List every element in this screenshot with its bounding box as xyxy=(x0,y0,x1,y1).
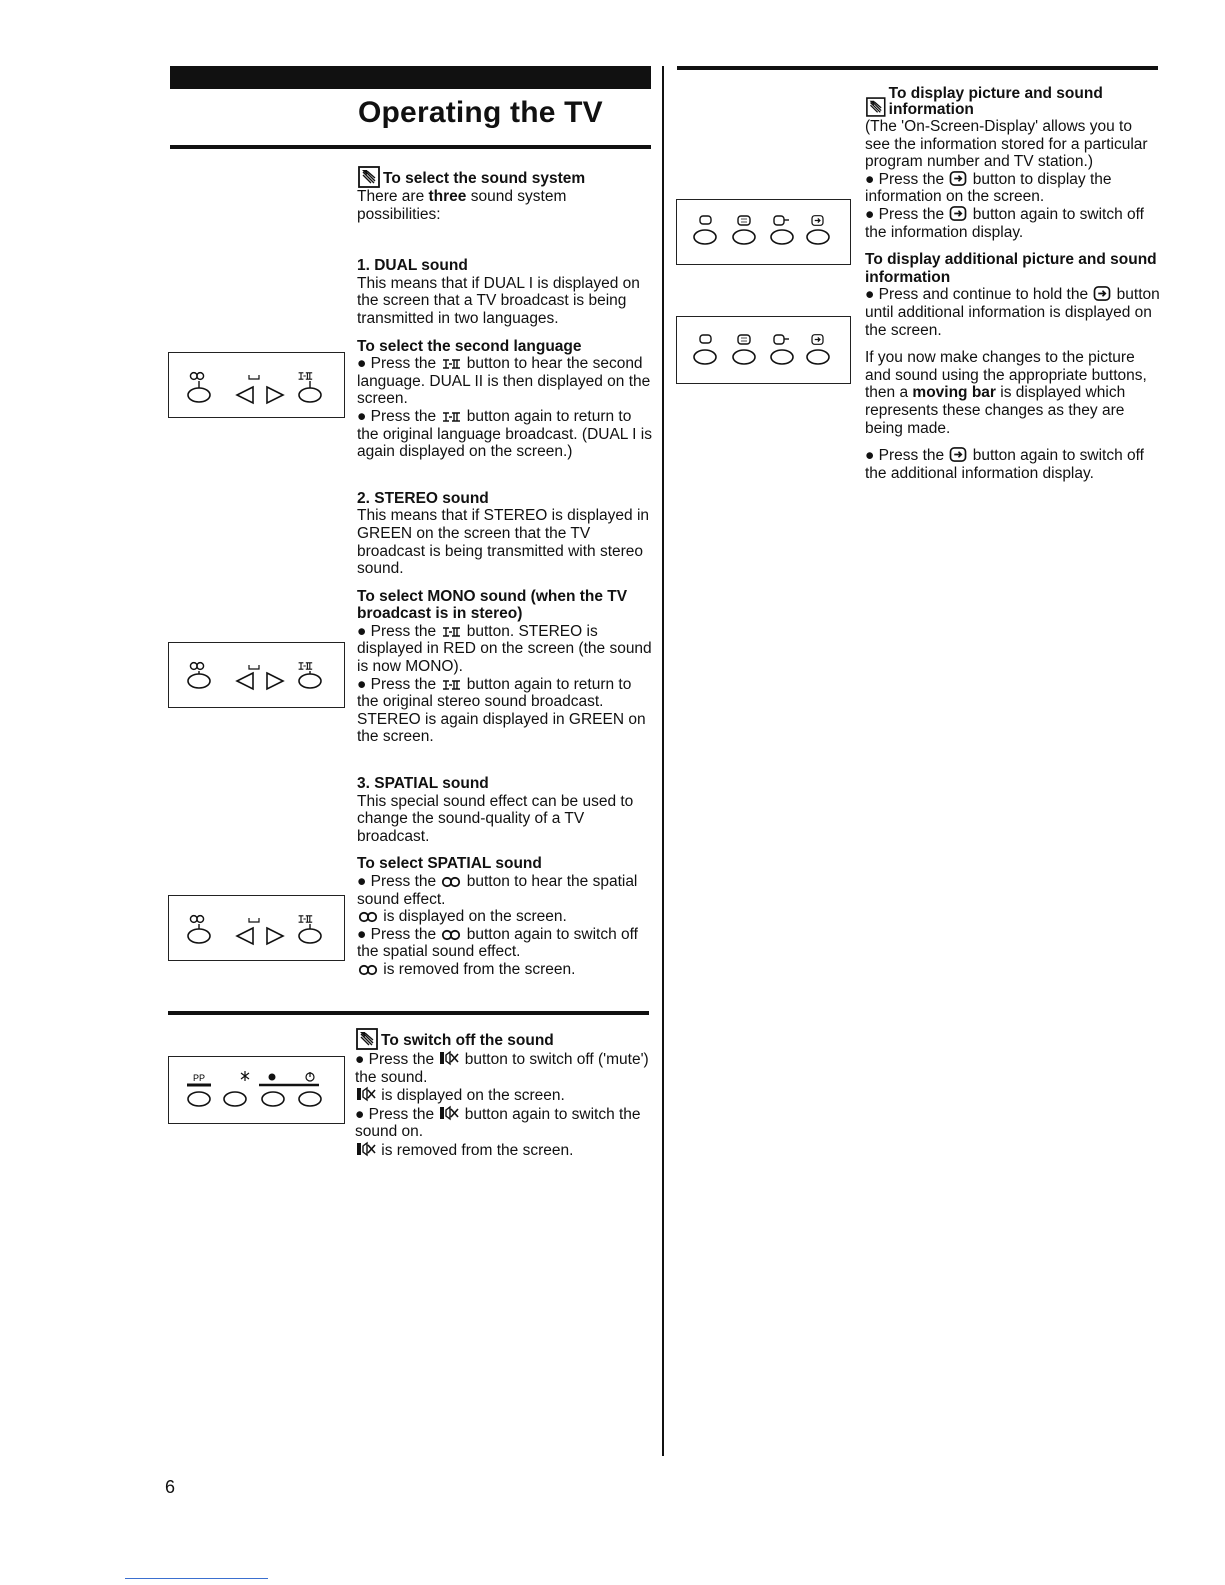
spatial-line-2: is displayed on the screen. xyxy=(357,908,652,926)
info-button-icon xyxy=(949,171,967,186)
left-column xyxy=(357,166,652,979)
remote-sound-buttons-1 xyxy=(168,352,345,418)
spatial-icon xyxy=(358,964,378,976)
stereo-bullet-2: ● Press the button again to return to the original stereo sound broadcast. STEREO is again displayed in GREEN on the screen. xyxy=(357,675,646,746)
mute-heading: To switch off the sound xyxy=(355,1028,650,1050)
page-title: Operating the TV xyxy=(358,96,603,129)
info-button-icon xyxy=(949,206,967,221)
i-ii-icon xyxy=(441,358,461,370)
display-info-bullet-2: ● Press the button again to switch off the information display. xyxy=(865,205,1144,241)
remote-mute-buttons xyxy=(168,1056,345,1124)
select-sound-heading: To select the sound system xyxy=(357,166,652,188)
stereo-sub-heading: To select MONO sound (when the TV broadcast is in stereo) xyxy=(357,587,628,623)
additional-paragraph: If you now make changes to the picture and sound using the appropriate buttons, then a moving bar is displayed which represents these changes as they are being made. xyxy=(865,349,1147,437)
stereo-text: This means that if STEREO is displayed in GREEN on the screen that the TV broadcast is being transmitted with stereo sound. xyxy=(357,507,650,578)
mute-line-4: is removed from the screen. xyxy=(355,1141,650,1160)
mute-section xyxy=(355,1028,650,1160)
dual-heading: 1. DUAL sound xyxy=(357,257,468,275)
additional-heading: To display additional picture and sound information xyxy=(865,251,1157,286)
sound-buttons-illustration xyxy=(169,643,344,707)
additional-bullet-2: ● Press the button again to switch off the additional information display. xyxy=(865,447,1144,482)
hand-point-icon xyxy=(866,96,886,118)
display-info-heading: To display picture and sound information xyxy=(865,86,1160,118)
right-rule-top xyxy=(677,66,1158,70)
spatial-sub-heading: To select SPATIAL sound xyxy=(357,855,542,873)
display-info-text: (The 'On-Screen-Display' allows you to see the information stored for a particular program number and TV station.) xyxy=(865,118,1148,171)
i-ii-icon xyxy=(441,679,461,691)
mute-buttons-illustration xyxy=(169,1057,344,1123)
mute-icon xyxy=(439,1050,459,1066)
remote-info-buttons-2 xyxy=(676,316,851,384)
mute-line-2: is displayed on the screen. xyxy=(355,1086,650,1105)
sound-buttons-illustration xyxy=(169,353,344,417)
additional-bullet-1: ● Press and continue to hold the button until additional information is displayed on the screen. xyxy=(865,286,1160,339)
i-ii-icon xyxy=(441,411,461,423)
mute-bullet-2: ● Press the button again to switch the sound on. xyxy=(355,1105,641,1141)
stereo-bullet-1: ● Press the button. STEREO is displayed in RED on the screen (the sound is now MONO). xyxy=(357,622,652,676)
left-rule-top xyxy=(170,145,651,149)
spatial-text: This special sound effect can be used to change the sound-quality of a TV broadcast. xyxy=(357,792,634,845)
dual-sub-heading: To select the second language xyxy=(357,337,582,355)
right-column xyxy=(865,86,1160,482)
spatial-icon xyxy=(358,911,378,923)
mute-icon xyxy=(439,1105,459,1121)
remote-sound-buttons-2 xyxy=(168,642,345,708)
remote-info-buttons-1 xyxy=(676,199,851,265)
header-black-band xyxy=(170,66,651,89)
left-rule-bottom xyxy=(168,1011,649,1015)
info-buttons-illustration xyxy=(677,317,850,383)
pp-label: PP xyxy=(193,1073,206,1083)
hand-point-icon xyxy=(356,1028,378,1050)
spatial-bullet-2: ● Press the button again to switch off the spatial sound effect. xyxy=(357,925,638,961)
mute-bullet-1: ● Press the button to switch off ('mute') the sound. xyxy=(355,1051,649,1086)
spatial-icon xyxy=(441,929,461,941)
spatial-bullet-1: ● Press the button to hear the spatial sound effect. xyxy=(357,873,638,908)
sound-buttons-illustration xyxy=(169,896,344,960)
display-info-bullet-1: ● Press the button to display the information on the screen. xyxy=(865,170,1112,206)
spatial-heading: 3. SPATIAL sound xyxy=(357,775,489,793)
footer-link-line xyxy=(125,1578,268,1579)
page-number: 6 xyxy=(165,1477,176,1497)
hand-point-icon xyxy=(358,166,380,188)
spatial-icon xyxy=(441,876,461,888)
info-button-icon xyxy=(1093,286,1111,301)
i-ii-icon xyxy=(441,626,461,638)
select-sound-intro: There are three sound system possibilities: xyxy=(357,188,567,223)
remote-sound-buttons-3 xyxy=(168,895,345,961)
column-divider xyxy=(662,66,664,1456)
dual-bullet-1: ● Press the button to hear the second language. DUAL II is then displayed on the screen. xyxy=(357,355,651,408)
info-buttons-illustration xyxy=(677,200,850,264)
info-button-icon xyxy=(949,447,967,462)
spatial-line-4: is removed from the screen. xyxy=(357,961,652,979)
stereo-heading: 2. STEREO sound xyxy=(357,489,489,507)
dual-bullet-2: ● Press the button again to return to the original language broadcast. (DUAL I is again displayed on the screen.) xyxy=(357,407,652,461)
mute-icon xyxy=(356,1086,376,1102)
mute-icon xyxy=(356,1141,376,1157)
dual-text: This means that if DUAL I is displayed on the screen that a TV broadcast is being transmitted in two languages. xyxy=(357,274,640,327)
